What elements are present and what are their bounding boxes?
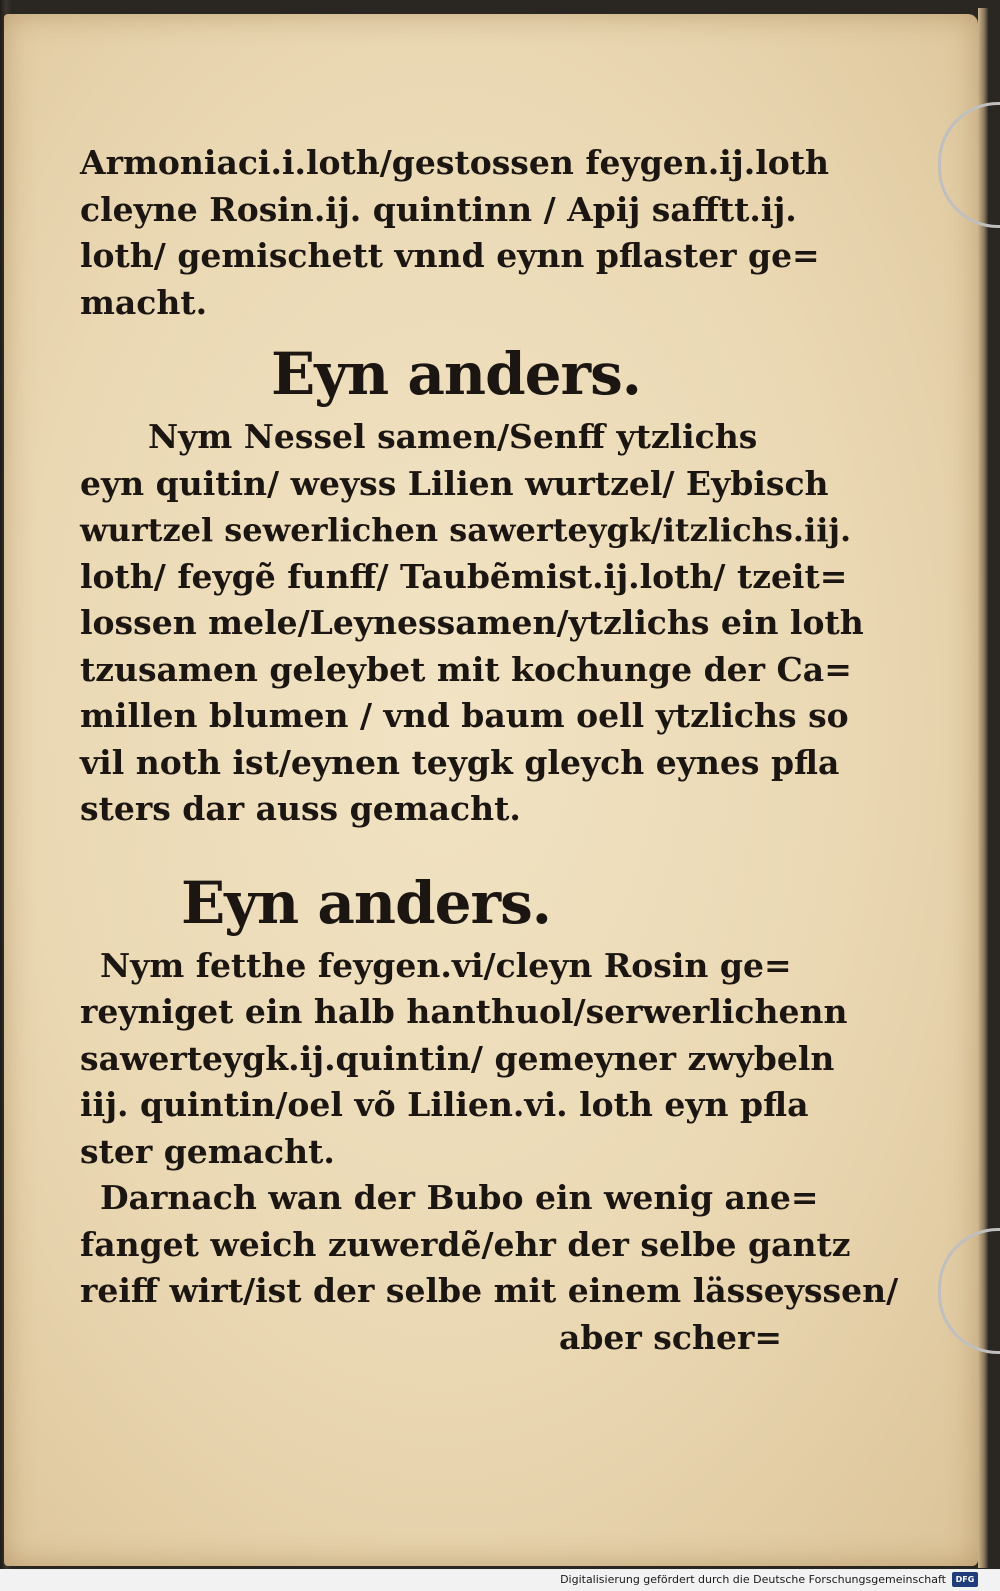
text-line: tzusamen geleybet mit kochunge der Ca= <box>80 649 852 689</box>
text-line: millen blumen / vnd baum oell ytzlichs so <box>80 696 849 735</box>
page-text <box>80 140 899 1361</box>
text-line: Armoniaci.i.loth/gestossen feygen.ij.loth <box>80 143 830 182</box>
text-line: cleyne Rosin.ij. quintinn / Apij safftt.ij. <box>80 189 797 229</box>
text-line: Darnach wan der Bubo ein wenig ane= <box>100 1178 819 1217</box>
catchword: aber scher= <box>558 1317 782 1357</box>
text-line: lossen mele/Leynessamen/ytzlichs ein loth <box>80 603 864 642</box>
text-line: loth/ feygẽ funff/ Taubẽmist.ij.loth/ tzeit= <box>80 556 848 596</box>
text-line: sawerteygk.ij.quintin/ gemeyner zwybeln <box>80 1038 835 1078</box>
text-line: loth/ gemischett vnnd eynn pflaster ge= <box>80 236 820 275</box>
section-heading: Eyn anders. <box>271 340 641 408</box>
text-line: Nym fetthe feygen.vi/cleyn Rosin ge= <box>100 945 792 985</box>
text-line: wurtzel sewerlichen sawerteygk/itzlichs.iij. <box>80 511 852 549</box>
text-line: iij. quintin/oel võ Lilien.vi. loth eyn pfla <box>80 1085 809 1124</box>
text-line: reyniget ein halb hanthuol/serwerlichenn <box>80 992 848 1031</box>
footer-credit: Digitalisierung gefördert durch die Deutsche Forschungsgemeinschaft <box>560 1573 946 1586</box>
text-line: eyn quitin/ weyss Lilien wurtzel/ Eybisch <box>80 463 829 503</box>
text-line: vil noth ist/eynen teygk gleych eynes pfla <box>80 742 840 782</box>
text-line: fanget weich zuwerdẽ/ehr der selbe gantz <box>80 1224 851 1264</box>
section-heading: Eyn anders. <box>181 868 551 937</box>
text-line: Nym Nessel samen/Senff ytzlichs <box>148 417 758 456</box>
digitization-footer <box>0 1569 1000 1591</box>
text-line: sters dar auss gemacht. <box>80 789 521 828</box>
text-line: ster gemacht. <box>80 1131 335 1171</box>
text-line: macht. <box>80 282 208 322</box>
dfg-logo-icon: DFG <box>952 1572 978 1587</box>
text-line: reiff wirt/ist der selbe mit einem lässeyssen/ <box>80 1271 899 1310</box>
